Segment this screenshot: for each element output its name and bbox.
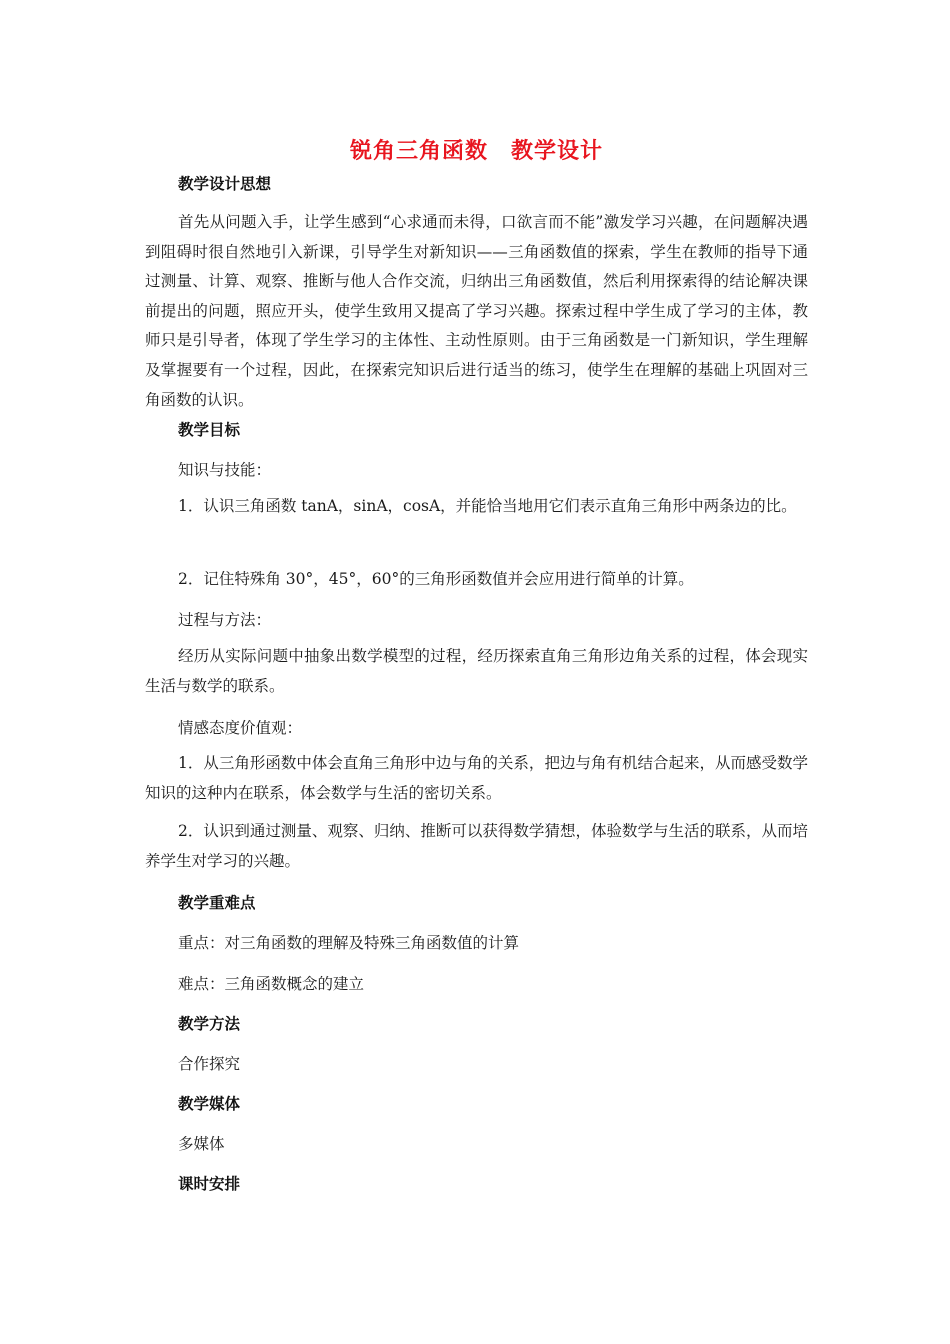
heading-goals: 教学目标	[178, 421, 241, 439]
heading-method: 教学方法	[178, 1015, 241, 1033]
knowledge-item-1: 1．认识三角函数 tanA，sinA，cosA，并能恰当地用它们表示直角三角形中两条边的比。	[178, 497, 797, 515]
document-title: 锐角三角函数 教学设计	[349, 139, 603, 164]
emotion-item-2: 2．认识到通过测量、观察、归纳、推断可以获得数学猜想，体验数学与生活的联系，从而培养学生对学习的兴趣。	[145, 822, 808, 870]
label-emotion-values: 情感态度价值观：	[178, 719, 303, 737]
knowledge-item-2: 2．记住特殊角 30°，45°，60°的三角形函数值并会应用进行简单的计算。	[178, 570, 694, 588]
process-item-1: 经历从实际问题中抽象出数学模型的过程，经历探索直角三角形边角关系的过程，体会现实生活与数学的联系。	[145, 647, 808, 695]
heading-design-thought: 教学设计思想	[178, 175, 272, 193]
media-text: 多媒体	[178, 1135, 225, 1153]
emotion-item-1: 1．从三角形函数中体会直角三角形中边与角的关系，把边与角有机结合起来，从而感受数学知识的这种内在联系，体会数学与生活的密切关系。	[145, 754, 808, 802]
key-point-difficulty: 难点：三角函数概念的建立	[178, 975, 365, 993]
method-text: 合作探究	[178, 1055, 241, 1073]
heading-schedule: 课时安排	[178, 1175, 241, 1193]
heading-key-points: 教学重难点	[178, 894, 256, 912]
label-process-method: 过程与方法：	[178, 611, 272, 629]
paragraph-design-thought: 首先从问题入手，让学生感到“心求通而未得，口欲言而不能”激发学习兴趣，在问题解决遇到阻碍时很自然地引入新课，引导学生对新知识——三角函数值的探索，学生在教师的指导下通过测量、计算、观察、推断与他人合作交流，归纳出三角函数值，然后利用探索得的结论解决课前提出的问题，照应开头，使学生致用又提高了学习兴趣。探索过程中学生成了学习的主体，教师只是引导者，体现了学生学习的主体性、主动性原则。由于三角函数是一门新知识，学生理解及掌握要有一个过程，因此，在探索完知识后进行适当的练习，使学生在理解的基础上巩固对三角函数的认识。	[145, 213, 808, 409]
heading-media: 教学媒体	[178, 1095, 241, 1113]
label-knowledge-skills: 知识与技能：	[178, 461, 272, 479]
key-point-focus: 重点：对三角函数的理解及特殊三角函数值的计算	[178, 934, 520, 952]
